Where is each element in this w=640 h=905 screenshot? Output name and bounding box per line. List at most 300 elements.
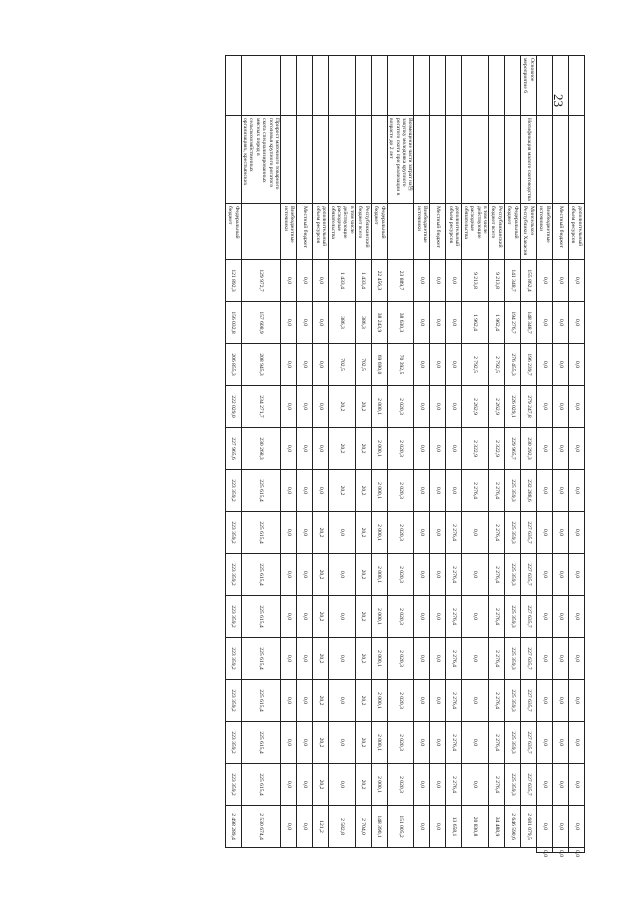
value-cell: 2 276,4 — [446, 596, 462, 638]
value-cell: 0,0 — [430, 512, 446, 554]
value-cell: 2 020,3 — [387, 764, 414, 806]
value-cell: 0,0 — [297, 428, 313, 470]
value-cell: 13 658,1 — [446, 806, 462, 848]
value-cell: 225 615,4 — [241, 722, 280, 764]
rotated-table-container — [75, 55, 585, 857]
value-cell: 0,0 — [414, 596, 430, 638]
value-cell: 0,0 — [313, 470, 329, 512]
source-cell: Местный бюджет — [553, 204, 569, 260]
value-cell: 0,0 — [553, 638, 569, 680]
value-cell: 225 359,3 — [505, 680, 521, 722]
value-cell: 0,0 — [414, 806, 430, 848]
value-cell: 156 032,8 — [225, 302, 241, 344]
value-cell: 0,0 — [553, 470, 569, 512]
value-cell: 2 704,0 — [355, 806, 371, 848]
value-cell: 702,5 — [355, 344, 371, 386]
value-cell: 0,0 — [537, 260, 553, 302]
value-cell: 2 646 590,6 — [505, 806, 521, 848]
value-cell: 20,2 — [355, 722, 371, 764]
source-cell: Республиканский бюджет всего — [489, 204, 505, 260]
source-cell: Республиканский бюджет всего — [355, 204, 371, 260]
source-cell: Местный бюджет — [430, 204, 446, 260]
value-cell: 0,0 — [553, 428, 569, 470]
value-cell: 2 276,4 — [489, 764, 505, 806]
value-cell: 0,0 — [329, 554, 356, 596]
value-cell: 0,0 — [414, 470, 430, 512]
value-cell: 0,0 — [537, 470, 553, 512]
value-cell: 0,0 — [553, 848, 569, 853]
value-cell: 2 000,1 — [371, 470, 387, 512]
value-cell: 141 348,7 — [505, 260, 521, 302]
value-cell: 0,0 — [537, 848, 553, 853]
value-cell: 0,0 — [569, 680, 585, 722]
source-cell: в том числе действующие расходные обязательства — [462, 204, 489, 260]
value-cell: 0,0 — [414, 386, 430, 428]
value-cell: 0,0 — [281, 806, 297, 848]
description-cell — [281, 116, 297, 204]
value-cell: 2 000,1 — [371, 428, 387, 470]
table-row — [313, 56, 329, 853]
value-cell: 0,0 — [297, 302, 313, 344]
value-cell: 2 276,4 — [489, 680, 505, 722]
table-row — [281, 56, 297, 853]
value-cell: 229 965,7 — [505, 428, 521, 470]
value-cell: 2 276,4 — [446, 512, 462, 554]
description-cell — [553, 116, 569, 204]
value-cell: 386,3 — [329, 302, 356, 344]
value-cell: 225 615,4 — [241, 764, 280, 806]
value-cell: 0,0 — [430, 470, 446, 512]
value-cell: 227 635,7 — [521, 680, 537, 722]
value-cell: 0,0 — [430, 764, 446, 806]
value-cell: 0,0 — [414, 512, 430, 554]
table-row — [553, 56, 569, 853]
value-cell: 227 635,7 — [521, 512, 537, 554]
value-cell: 20,2 — [355, 680, 371, 722]
description-cell — [430, 116, 446, 204]
value-cell: 2 000,1 — [371, 680, 387, 722]
value-cell: 225 359,3 — [505, 596, 521, 638]
value-cell: 279 247,8 — [521, 386, 537, 428]
value-cell: 227 635,7 — [521, 554, 537, 596]
value-cell: 38 630,3 — [387, 302, 414, 344]
value-cell: 0,0 — [281, 344, 297, 386]
value-cell: 20,2 — [313, 554, 329, 596]
value-cell: 0,0 — [313, 260, 329, 302]
value-cell: 1 962,4 — [462, 302, 489, 344]
value-cell: 227 635,7 — [521, 722, 537, 764]
table-row — [371, 56, 387, 853]
source-cell: Федеральный бюджет — [225, 204, 241, 260]
value-cell: 0,0 — [553, 386, 569, 428]
value-cell: 0,0 — [462, 638, 489, 680]
event-cell — [505, 56, 521, 116]
value-cell: 157 608,9 — [241, 302, 280, 344]
description-cell — [446, 116, 462, 204]
value-cell: 226 029,1 — [505, 386, 521, 428]
table-row — [225, 56, 241, 853]
value-cell: 2 020,3 — [387, 428, 414, 470]
value-cell: 0,0 — [329, 680, 356, 722]
value-cell: 206 855,3 — [225, 344, 241, 386]
value-cell: 0,0 — [462, 596, 489, 638]
value-cell: 129 972,7 — [241, 260, 280, 302]
value-cell: 223 359,2 — [225, 596, 241, 638]
value-cell: 0,0 — [537, 680, 553, 722]
description-cell — [489, 116, 505, 204]
value-cell: 0,0 — [281, 554, 297, 596]
value-cell: 69 690,0 — [371, 344, 387, 386]
value-cell: 225 615,4 — [241, 512, 280, 554]
value-cell: 0,0 — [329, 764, 356, 806]
table-row — [329, 56, 356, 853]
value-cell: 0,0 — [430, 344, 446, 386]
value-cell: 0,0 — [569, 386, 585, 428]
event-cell — [281, 56, 297, 116]
value-cell: 0,0 — [297, 512, 313, 554]
value-cell: 2 792,5 — [489, 344, 505, 386]
source-cell: Минсельхоз Республики Хакасия — [521, 204, 537, 260]
value-cell: 2 276,4 — [462, 470, 489, 512]
value-cell: 0,0 — [430, 638, 446, 680]
value-cell: 227 635,7 — [521, 638, 537, 680]
value-cell: 223 359,2 — [225, 638, 241, 680]
value-cell: 2 020,3 — [387, 386, 414, 428]
value-cell: 0,0 — [446, 302, 462, 344]
value-cell: 20,2 — [355, 470, 371, 512]
value-cell: 0,0 — [329, 722, 356, 764]
value-cell: 70 392,5 — [387, 344, 414, 386]
value-cell: 2 000,1 — [371, 512, 387, 554]
value-cell: 222 029,0 — [225, 386, 241, 428]
value-cell: 23 889,7 — [387, 260, 414, 302]
description-cell — [537, 116, 553, 204]
description-cell — [297, 116, 313, 204]
value-cell: 0,0 — [553, 764, 569, 806]
value-cell: 2 000,1 — [371, 554, 387, 596]
source-cell: в том числе действующие расходные обязательства — [329, 204, 356, 260]
value-cell: 20,2 — [313, 596, 329, 638]
value-cell: 20,2 — [355, 428, 371, 470]
source-cell: Внебюджетные источники — [281, 204, 297, 260]
value-cell: 9 213,8 — [462, 260, 489, 302]
value-cell: 2 276,4 — [446, 638, 462, 680]
value-cell: 2 000,1 — [371, 596, 387, 638]
value-cell: 0,0 — [569, 302, 585, 344]
table-row — [569, 56, 585, 853]
value-cell: 0,0 — [329, 512, 356, 554]
value-cell: 20,2 — [313, 512, 329, 554]
value-cell: 194 276,7 — [505, 302, 521, 344]
value-cell: 0,0 — [297, 722, 313, 764]
value-cell: 1 962,4 — [489, 302, 505, 344]
value-cell: 0,0 — [414, 638, 430, 680]
description-cell: Нотификация малого скотоводства — [521, 116, 537, 204]
value-cell: 227 635,7 — [521, 596, 537, 638]
value-cell: 0,0 — [297, 386, 313, 428]
value-cell: 0,0 — [297, 596, 313, 638]
value-cell: 0,0 — [297, 638, 313, 680]
event-cell — [462, 56, 489, 116]
value-cell: 20,2 — [313, 680, 329, 722]
value-cell: 223 359,2 — [225, 554, 241, 596]
value-cell: 0,0 — [537, 512, 553, 554]
source-cell: дополнительный объем ресурсов — [446, 204, 462, 260]
value-cell: 0,0 — [281, 638, 297, 680]
value-cell: 20,2 — [355, 638, 371, 680]
value-cell: 2 262,9 — [462, 386, 489, 428]
value-cell: 0,0 — [537, 554, 553, 596]
value-cell: 0,0 — [430, 302, 446, 344]
value-cell: 223 359,2 — [225, 470, 241, 512]
source-cell: дополнительный объем ресурсов — [569, 204, 585, 260]
value-cell: 0,0 — [462, 680, 489, 722]
value-cell: 1 433,4 — [355, 260, 371, 302]
value-cell: 20 830,8 — [462, 806, 489, 848]
value-cell: 0,0 — [537, 302, 553, 344]
table-row — [521, 56, 537, 853]
value-cell: 2 000,1 — [371, 722, 387, 764]
description-cell: Возмещение части затрат на售 закупку молодняка крупного рогатого скота при реализации в возрасте до 2 лет — [387, 116, 414, 204]
value-cell: 0,0 — [414, 764, 430, 806]
value-cell: 0,0 — [569, 344, 585, 386]
event-cell — [355, 56, 371, 116]
value-cell: 208 945,3 — [241, 344, 280, 386]
event-cell — [569, 56, 585, 116]
value-cell: 0,0 — [553, 722, 569, 764]
value-cell: 0,0 — [414, 344, 430, 386]
value-cell: 2 276,4 — [489, 722, 505, 764]
description-cell: Прирост маточного товарного поголовья крупного рогатого скота специализированных мясных пород в сельскохозяйственных организациях, крестьянских — [241, 116, 280, 204]
value-cell: 0,0 — [414, 722, 430, 764]
value-cell: 0,0 — [537, 386, 553, 428]
value-cell: 0,0 — [281, 680, 297, 722]
value-cell: 225 359,3 — [505, 554, 521, 596]
value-cell: 0,0 — [297, 806, 313, 848]
table-row — [355, 56, 371, 853]
value-cell: 234 271,7 — [241, 386, 280, 428]
value-cell: 0,0 — [569, 596, 585, 638]
value-cell: 0,0 — [553, 680, 569, 722]
value-cell: 0,0 — [569, 512, 585, 554]
value-cell: 0,0 — [281, 470, 297, 512]
table-row — [462, 56, 489, 853]
value-cell: 0,0 — [414, 302, 430, 344]
value-cell: 0,0 — [297, 680, 313, 722]
value-cell: 2 530 674,4 — [241, 806, 280, 848]
source-cell: Федеральный бюджет — [505, 204, 521, 260]
value-cell: 2 000,1 — [371, 764, 387, 806]
table-row — [297, 56, 313, 853]
table-row — [241, 56, 280, 853]
value-cell: 20,2 — [329, 470, 356, 512]
value-cell: 148 348,7 — [521, 302, 537, 344]
value-cell: 2 020,3 — [387, 680, 414, 722]
value-cell: 20,2 — [313, 764, 329, 806]
table-row — [537, 56, 553, 853]
value-cell: 0,0 — [430, 428, 446, 470]
table-row — [489, 56, 505, 853]
event-cell — [414, 56, 430, 116]
source-cell: Федеральный бюджет — [371, 204, 387, 260]
value-cell: 225 615,4 — [241, 470, 280, 512]
value-cell: 0,0 — [446, 344, 462, 386]
value-cell: 2 276,4 — [489, 638, 505, 680]
table-row — [387, 56, 414, 853]
value-cell: 0,0 — [553, 554, 569, 596]
value-cell: 2 276,4 — [489, 512, 505, 554]
value-cell: 151 005,2 — [387, 806, 414, 848]
value-cell: 0,0 — [569, 764, 585, 806]
value-cell: 2 322,9 — [489, 428, 505, 470]
value-cell: 0,0 — [462, 512, 489, 554]
value-cell: 0,0 — [553, 302, 569, 344]
value-cell: 0,0 — [569, 638, 585, 680]
value-cell: 0,0 — [462, 554, 489, 596]
value-cell: 386,3 — [355, 302, 371, 344]
value-cell: 2 000,1 — [371, 638, 387, 680]
table-row — [505, 56, 521, 853]
value-cell: 227 965,6 — [225, 428, 241, 470]
value-cell: 2 020,3 — [387, 722, 414, 764]
value-cell: 20,2 — [355, 512, 371, 554]
value-cell: 20,2 — [355, 764, 371, 806]
event-cell — [241, 56, 280, 116]
value-cell: 2 498 289,4 — [225, 806, 241, 848]
value-cell: 0,0 — [329, 638, 356, 680]
value-cell: 20,2 — [329, 386, 356, 428]
value-cell: 225 615,4 — [241, 596, 280, 638]
value-cell: 0,0 — [313, 428, 329, 470]
source-cell — [387, 204, 414, 260]
description-cell — [371, 116, 387, 204]
value-cell: 0,0 — [430, 386, 446, 428]
value-cell: 0,0 — [462, 722, 489, 764]
value-cell: 0,0 — [553, 260, 569, 302]
value-cell: 0,0 — [430, 596, 446, 638]
value-cell: 2 322,9 — [462, 428, 489, 470]
value-cell: 0,0 — [569, 554, 585, 596]
value-cell: 0,0 — [569, 428, 585, 470]
value-cell: 20,2 — [355, 554, 371, 596]
description-cell — [414, 116, 430, 204]
value-cell: 0,0 — [553, 806, 569, 848]
table-row — [446, 56, 462, 853]
value-cell: 0,0 — [430, 806, 446, 848]
value-cell: 225 615,4 — [241, 680, 280, 722]
value-cell: 0,0 — [569, 806, 585, 848]
value-cell: 2 276,4 — [446, 764, 462, 806]
value-cell: 2 276,4 — [489, 596, 505, 638]
value-cell: 0,0 — [446, 470, 462, 512]
event-cell — [489, 56, 505, 116]
event-cell — [387, 56, 414, 116]
value-cell: 1 433,4 — [329, 260, 356, 302]
event-cell: Основное мероприятие 6 — [521, 56, 537, 116]
event-cell — [297, 56, 313, 116]
table-row — [414, 56, 430, 853]
value-cell: 2 276,4 — [489, 470, 505, 512]
value-cell: 0,0 — [553, 596, 569, 638]
value-cell: 223 359,2 — [225, 512, 241, 554]
value-cell: 2 681 079,5 — [521, 806, 537, 848]
event-cell — [430, 56, 446, 116]
value-cell: 0,0 — [281, 260, 297, 302]
value-cell: 0,0 — [537, 428, 553, 470]
value-cell: 225 359,3 — [505, 764, 521, 806]
value-cell: 20,2 — [355, 386, 371, 428]
value-cell: 0,0 — [569, 722, 585, 764]
value-cell: 0,0 — [446, 260, 462, 302]
value-cell: 0,0 — [430, 722, 446, 764]
source-cell: Внебюджетные источники — [414, 204, 430, 260]
budget-table — [225, 55, 585, 857]
description-cell — [462, 116, 489, 204]
value-cell: 0,0 — [297, 260, 313, 302]
value-cell: 0,0 — [329, 596, 356, 638]
source-cell: Внебюджетные источники — [537, 204, 553, 260]
value-cell: 232 288,6 — [521, 470, 537, 512]
value-cell: 2 276,4 — [446, 722, 462, 764]
value-cell: 2 020,3 — [387, 554, 414, 596]
value-cell: 0,0 — [553, 344, 569, 386]
value-cell: 0,0 — [313, 386, 329, 428]
value-cell: 20,2 — [329, 428, 356, 470]
value-cell: 0,0 — [313, 344, 329, 386]
value-cell: 230 292,3 — [521, 428, 537, 470]
value-cell: 223 359,2 — [225, 722, 241, 764]
value-cell: 0,0 — [537, 806, 553, 848]
value-cell: 38 243,9 — [371, 302, 387, 344]
value-cell: 0,0 — [430, 554, 446, 596]
event-cell — [446, 56, 462, 116]
value-cell: 121,2 — [313, 806, 329, 848]
value-cell: 2 792,5 — [462, 344, 489, 386]
value-cell: 0,0 — [569, 260, 585, 302]
value-cell: 2 262,9 — [489, 386, 505, 428]
value-cell: 0,0 — [553, 512, 569, 554]
value-cell: 20,2 — [313, 638, 329, 680]
value-cell: 196 239,7 — [521, 344, 537, 386]
value-cell: 2 020,3 — [387, 512, 414, 554]
value-cell: 2 000,1 — [371, 386, 387, 428]
value-cell: 0,0 — [281, 722, 297, 764]
value-cell: 0,0 — [281, 764, 297, 806]
value-cell: 0,0 — [414, 554, 430, 596]
value-cell: 0,0 — [537, 722, 553, 764]
value-cell: 0,0 — [414, 260, 430, 302]
value-cell: 20,2 — [355, 596, 371, 638]
value-cell: 225 359,3 — [505, 638, 521, 680]
source-cell: Местный бюджет — [297, 204, 313, 260]
description-cell — [225, 116, 241, 204]
value-cell: 0,0 — [430, 680, 446, 722]
value-cell: 0,0 — [281, 386, 297, 428]
value-cell: 22 456,3 — [371, 260, 387, 302]
value-cell: 225 359,3 — [505, 722, 521, 764]
value-cell: 0,0 — [537, 344, 553, 386]
value-cell: 0,0 — [281, 512, 297, 554]
value-cell: 0,0 — [430, 260, 446, 302]
value-cell: 9 213,8 — [489, 260, 505, 302]
value-cell: 121 892,3 — [225, 260, 241, 302]
description-cell — [329, 116, 356, 204]
description-cell — [569, 116, 585, 204]
event-cell — [313, 56, 329, 116]
value-cell: 2 020,3 — [387, 596, 414, 638]
description-cell — [313, 116, 329, 204]
value-cell: 0,0 — [569, 470, 585, 512]
